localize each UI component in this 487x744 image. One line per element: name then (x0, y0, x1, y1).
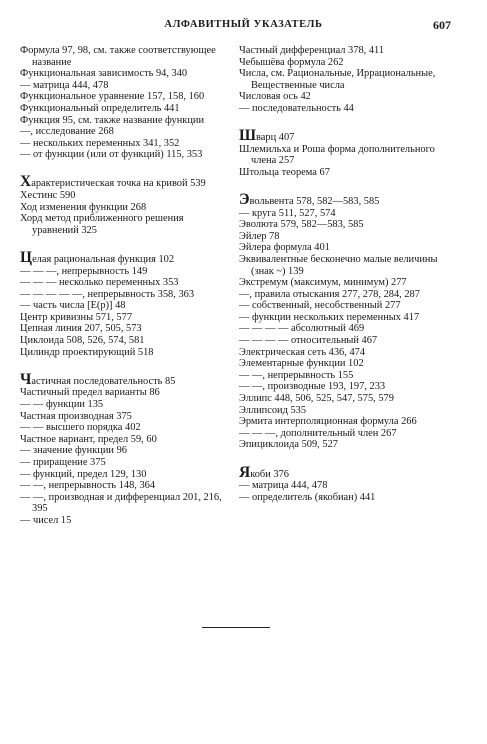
index-entry: Функциональное уравнение 157, 158, 160 (20, 91, 205, 103)
index-entry: — — — — относительный 467 (239, 335, 378, 347)
index-entry: Хестинс 590 (20, 190, 76, 202)
index-entry: — от функции (или от функций) 115, 353 (20, 149, 203, 161)
index-entry: Эрмита интерполяционная формула 266 (239, 416, 417, 428)
entry-text: астичная последовательность 85 (31, 375, 176, 387)
index-entry: — —, производная и дифференциал 201, 216, 395 (20, 491, 222, 515)
index-entry: — — — — абсолютный 469 (239, 323, 365, 335)
index-entry: — круга 511, 527, 574 (239, 207, 336, 219)
index-entry: — — высшего порядка 402 (20, 422, 141, 434)
section-letter: Э (239, 190, 250, 208)
entry-text: варц 407 (256, 132, 295, 144)
index-entry: — матрица 444, 478 (239, 480, 328, 492)
index-section-first-entry (239, 463, 449, 481)
index-entry: Элементарные функции 102 (239, 358, 364, 370)
index-entry: Частичный предел варианты 86 (20, 387, 160, 399)
index-entry: Функциональный определитель 441 (20, 102, 180, 114)
end-rule (202, 627, 270, 628)
index-entry: — — — несколько переменных 353 (20, 277, 179, 289)
index-entry: Эпициклоида 509, 527 (239, 439, 338, 451)
index-entry: — чисел 15 (20, 514, 72, 526)
index-section-first-entry (20, 248, 227, 266)
index-entry: — собственный, несобственный 277 (239, 300, 401, 312)
index-entry: — функции нескольких переменных 417 (239, 311, 420, 323)
page-number: 607 (433, 18, 451, 32)
index-section-first-entry (20, 175, 227, 190)
index-section-first-entry (239, 129, 449, 144)
index-entry: Цепная линия 207, 505, 573 (20, 323, 142, 335)
index-entry: — —, производные 193, 197, 233 (239, 381, 386, 393)
entry-text: арактеристическая точка на кривой 539 (31, 178, 206, 190)
index-entry: Центр кривизны 571, 577 (20, 311, 133, 323)
index-section-first-entry (239, 190, 449, 208)
section-letter: Ц (20, 248, 33, 266)
section-gap (20, 236, 227, 251)
index-entry: — последовательность 44 (239, 102, 354, 114)
index-entry: Эллипсоид 535 (239, 404, 307, 416)
index-entry: — — —, непрерывность 149 (20, 265, 148, 277)
index-entry: Числовая ось 42 (239, 91, 311, 103)
index-entry: —, правила отыскания 277, 278, 284, 287 (239, 288, 420, 300)
section-gap (20, 161, 227, 176)
index-entry: Эллипс 448, 506, 525, 547, 575, 579 (239, 393, 394, 405)
running-header-title: АЛФАВИТНЫЙ УКАЗАТЕЛЬ (164, 19, 323, 30)
index-entry: — — — — —, непрерывность 358, 363 (20, 288, 195, 300)
section-gap (20, 358, 227, 373)
index-entry: Хорд метод приближенного решения уравнений 325 (20, 213, 184, 236)
index-entry: Шлемильха и Роша форма дополнительного члена 257 (239, 143, 435, 167)
entry-text: вольвента 578, 582—583, 585 (249, 195, 380, 207)
section-gap (239, 115, 449, 130)
index-entry: — — функции 135 (20, 398, 104, 410)
index-entry: Экстремум (максимум, минимум) 277 (239, 277, 407, 289)
index-entry: Эйлера формула 401 (239, 242, 330, 254)
index-entry: — приращение 375 (20, 456, 106, 468)
section-gap (239, 451, 449, 466)
entry-text: коби 376 (250, 468, 289, 480)
index-entry: — —, непрерывность 155 (239, 369, 354, 381)
index-entry: Частная производная 375 (20, 410, 132, 422)
left-index-column (20, 45, 227, 526)
index-entry: — —, непрерывность 148, 364 (20, 480, 156, 492)
section-letter: Ш (239, 127, 257, 145)
right-index-column (239, 45, 449, 503)
index-entry: Ход изменения функции 268 (20, 201, 147, 213)
index-entry: Эволюта 579, 582—583, 585 (239, 219, 364, 231)
index-entry: Формула 97, 98, см. также соответствующее название (20, 45, 216, 68)
index-entry: Электрическая сеть 436, 474 (239, 346, 366, 358)
index-entry: Чебышёва формула 262 (239, 56, 344, 68)
index-entry: — определитель (якобиан) 441 (239, 491, 376, 503)
index-entry: — часть числа [E(p)] 48 (20, 300, 126, 312)
index-entry: Функциональная зависимость 94, 340 (20, 68, 188, 80)
section-letter: Х (20, 173, 32, 191)
section-letter: Я (239, 463, 251, 481)
index-entry: Эйлер 78 (239, 230, 280, 242)
index-entry: — — —, дополнительный член 267 (239, 427, 397, 439)
index-entry: Цилиндр проектирующий 518 (20, 346, 154, 358)
section-letter: Ч (20, 370, 32, 388)
index-entry: Числа, см. Рациональные, Иррациональные, Вещественные числа (239, 68, 436, 91)
index-entry: Штольца теорема 67 (239, 166, 330, 178)
index-entry: — матрица 444, 478 (20, 79, 109, 91)
index-entry: Эквивалентные бесконечно малые величины (знак ~) 139 (239, 253, 438, 277)
index-entry: —, исследование 268 (20, 126, 114, 138)
index-entry: — функций, предел 129, 130 (20, 468, 147, 480)
index-entry: Частный дифференциал 378, 411 (239, 45, 385, 56)
entry-text: елая рациональная функция 102 (32, 253, 175, 265)
index-entry: Циклоида 508, 526, 574, 581 (20, 335, 145, 347)
index-entry: — значение функции 96 (20, 445, 127, 457)
index-entry: Функция 95, см. также название функции (20, 114, 205, 126)
index-section-first-entry (20, 370, 227, 388)
index-entry: — нескольких переменных 341, 352 (20, 137, 180, 149)
section-gap (239, 178, 449, 193)
index-entry: Частное вариант, предел 59, 60 (20, 433, 157, 445)
